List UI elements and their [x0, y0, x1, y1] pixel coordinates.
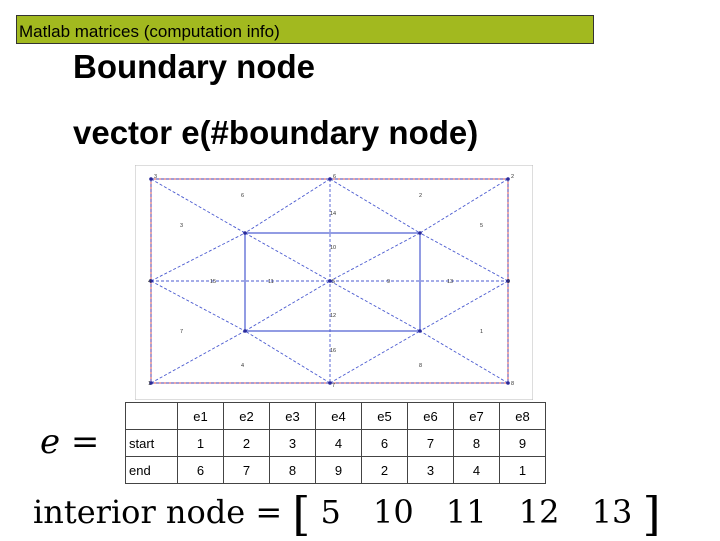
table-header-cell: e8 [500, 403, 546, 430]
edge-table [125, 402, 546, 484]
svg-text:4: 4 [241, 363, 245, 369]
table-header-cell: e7 [454, 403, 500, 430]
svg-text:3: 3 [154, 174, 158, 180]
table-header-cell: e6 [408, 403, 454, 430]
table-cell: 6 [178, 457, 224, 484]
e-equals-label: e = [40, 422, 100, 462]
table-cell: 8 [454, 430, 500, 457]
svg-text:4: 4 [148, 279, 152, 285]
interior-node-value: 11 [445, 493, 487, 531]
table-cell: 3 [270, 430, 316, 457]
table-row-start [126, 430, 546, 457]
svg-text:13: 13 [447, 279, 454, 285]
row-label-end: end [126, 457, 178, 484]
svg-text:1: 1 [480, 329, 484, 335]
table-corner-cell [126, 403, 178, 430]
svg-text:2: 2 [511, 174, 515, 180]
table-cell: 9 [316, 457, 362, 484]
svg-text:5: 5 [332, 279, 336, 285]
table-cell: 2 [362, 457, 408, 484]
table-cell: 2 [224, 430, 270, 457]
interior-node-value: 12 [518, 493, 560, 531]
svg-text:12: 12 [330, 313, 337, 319]
svg-text:16: 16 [330, 348, 337, 354]
svg-text:8: 8 [511, 381, 515, 387]
table-header-row [126, 403, 546, 430]
svg-text:8: 8 [419, 363, 423, 369]
svg-text:14: 14 [330, 211, 337, 217]
header-title: Matlab matrices (computation info) [19, 22, 280, 41]
svg-text:2: 2 [419, 193, 423, 199]
svg-text:9: 9 [387, 279, 391, 285]
interior-node-value: 10 [373, 493, 414, 531]
svg-text:9: 9 [507, 279, 511, 285]
table-cell: 3 [408, 457, 454, 484]
row-label-start: start [126, 430, 178, 457]
table-cell: 6 [362, 430, 408, 457]
open-bracket: [ [292, 487, 311, 541]
svg-text:6: 6 [241, 193, 245, 199]
table-cell: 1 [178, 430, 224, 457]
slide-subtitle: vector e(#boundary node) [73, 114, 479, 151]
table-header-cell: e1 [178, 403, 224, 430]
mesh-diagram [135, 165, 533, 400]
svg-text:15: 15 [210, 279, 217, 285]
interior-node-label: interior node = [33, 493, 283, 531]
interior-node-value: 13 [591, 493, 633, 531]
svg-text:6: 6 [333, 174, 337, 180]
interior-node-value: 5 [320, 493, 341, 531]
table-cell: 7 [408, 430, 454, 457]
svg-text:5: 5 [480, 223, 484, 229]
table-cell: 1 [500, 457, 546, 484]
table-cell: 8 [270, 457, 316, 484]
svg-text:1: 1 [148, 381, 152, 387]
table-cell: 9 [500, 430, 546, 457]
svg-text:7: 7 [332, 383, 336, 389]
table-cell: 4 [454, 457, 500, 484]
svg-text:11: 11 [268, 279, 274, 285]
close-bracket: ] [642, 487, 661, 541]
svg-text:10: 10 [330, 245, 337, 251]
table-cell: 4 [316, 430, 362, 457]
interior-node-equation [33, 487, 661, 541]
svg-text:3: 3 [180, 223, 184, 229]
table-header-cell: e4 [316, 403, 362, 430]
svg-text:7: 7 [180, 329, 184, 335]
table-header-cell: e3 [270, 403, 316, 430]
table-row-end [126, 457, 546, 484]
table-cell: 7 [224, 457, 270, 484]
table-header-cell: e5 [362, 403, 408, 430]
slide-title: Boundary node [73, 48, 316, 85]
table-header-cell: e2 [224, 403, 270, 430]
